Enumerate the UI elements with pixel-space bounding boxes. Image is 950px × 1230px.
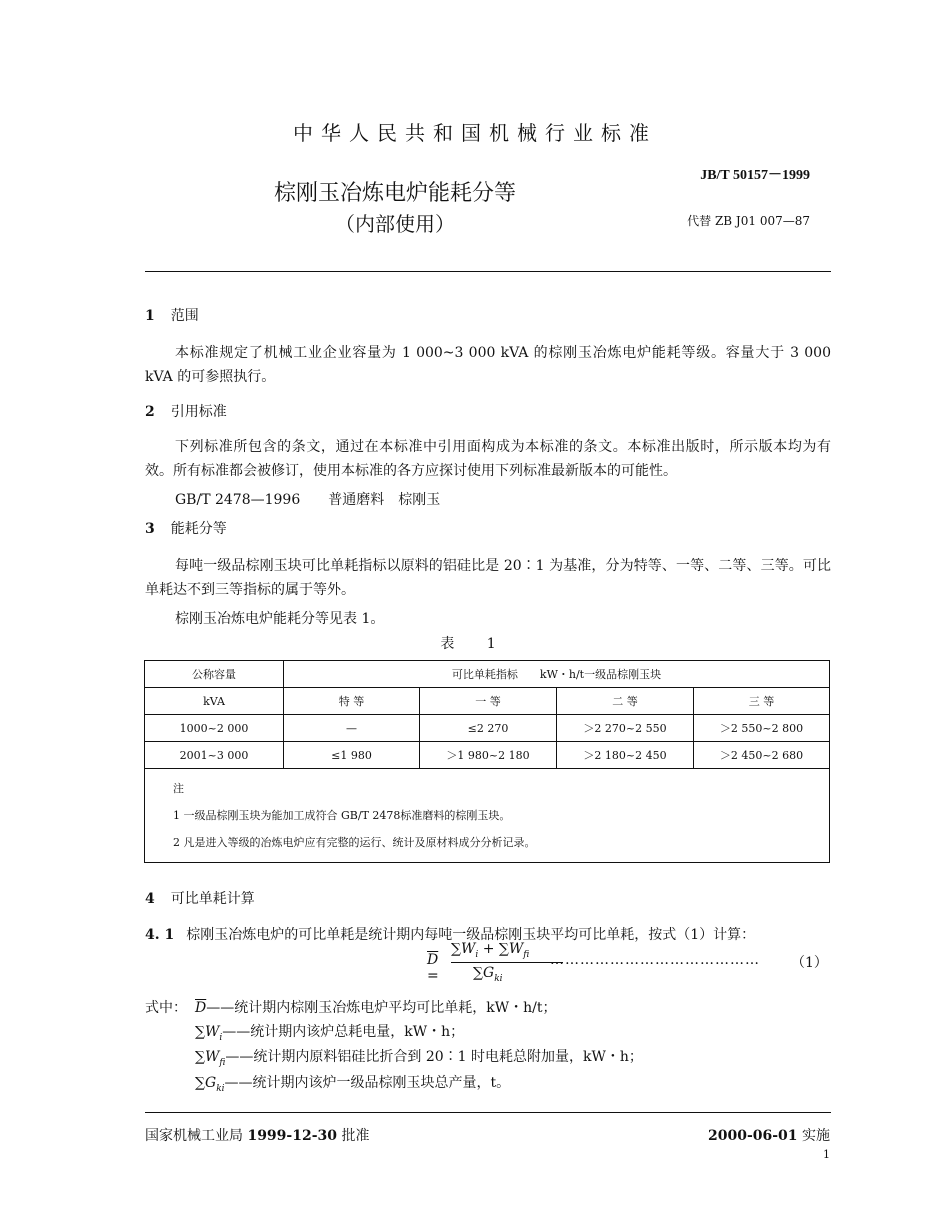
header-rule (145, 271, 831, 272)
section-3-paragraph: 每吨一级品棕刚玉块可比单耗指标以原料的铝硅比是 20∶1 为基准，分为特等、一等、二等、三等。可比单耗达不到三等指标的属于等外。 (145, 558, 831, 598)
note-title: 注 (173, 782, 184, 795)
section-title: 能耗分等 (170, 521, 227, 537)
issuer: 国家机械工业局 (145, 1128, 243, 1144)
approve-date: 1999-12-30 (247, 1128, 338, 1144)
grade-second: 二 等 (557, 688, 694, 715)
table-cell: ＞2 270~2 550 (557, 715, 694, 742)
table-cell: 1000~2 000 (145, 715, 284, 742)
formula-denominator: $\sum G_{ki}$ (473, 965, 503, 984)
section-1-paragraph: 本标准规定了机械工业企业容量为 1 000~3 000 kVA 的棕刚玉冶炼电炉能耗等级。容量大于 3 000 kVA 的可参照执行。 (145, 345, 831, 385)
section-number: 3 (145, 521, 155, 537)
definition-text: ——统计期内棕刚玉冶炼电炉平均可比单耗，kW・h/t； (206, 1000, 557, 1016)
approve-label: 批准 (341, 1128, 370, 1144)
table-notes (145, 769, 830, 863)
subsection-text: 棕刚玉冶炼电炉的可比单耗是统计期内每吨一级品棕刚玉块平均可比单耗，按式（1）计算： (186, 927, 756, 943)
table-cell: ＞1 980~2 180 (420, 742, 557, 769)
section-number: 2 (145, 404, 155, 420)
approval-line (145, 1125, 369, 1145)
page-number: 1 (823, 1148, 830, 1161)
section-title: 引用标准 (170, 404, 227, 420)
table-cell: ≤2 270 (420, 715, 557, 742)
table-cell: 2001~3 000 (145, 742, 284, 769)
table-cell: ＞2 180~2 450 (557, 742, 694, 769)
table-cell: — (284, 715, 420, 742)
section-1-heading (145, 305, 199, 325)
definition-wfi: $\sum W_{fi}——$统计期内原料铝硅比折合到 20∶1 时电耗总附加量，kW・h； (195, 1049, 643, 1068)
note-item: 1 一级品棕刚玉块为能加工成符合 GB/T 2478标准磨料的棕刚玉块。 (173, 809, 511, 822)
doc-subtitle: （内部使用） (335, 212, 455, 236)
grade-first: 一 等 (420, 688, 557, 715)
subsection-number: 4. 1 (145, 927, 175, 943)
grade-special: 特 等 (284, 688, 420, 715)
grade-third: 三 等 (694, 688, 830, 715)
footer-rule (145, 1112, 831, 1113)
table-cell: ＞2 550~2 800 (694, 715, 830, 742)
standard-number: JB/T 50157－1999 (700, 168, 810, 183)
table-caption: 表 1 (440, 636, 510, 652)
header-index: 可比单耗指标 kW・h/t一级品棕刚玉块 (284, 661, 830, 688)
implementation-line (708, 1125, 830, 1145)
formula-leader-dots: …………………………………… (550, 952, 760, 968)
header-capacity: 公称容量 (145, 661, 284, 688)
equation-number: （1） (791, 955, 828, 971)
table-cell: ≤1 980 (284, 742, 420, 769)
energy-grade-table (144, 660, 830, 863)
definition-gki: $\sum G_{ki}——$统计期内该炉一级品棕刚玉块总产量，t。 (195, 1075, 511, 1094)
section-number: 1 (145, 308, 155, 324)
reference-standard: GB/T 2478—1996 普通磨料 棕刚玉 (175, 492, 441, 508)
section-3-table-ref: 棕刚玉冶炼电炉能耗分等见表 1。 (175, 611, 385, 627)
org-title: 中华人民共和国机械行业标准 (293, 121, 657, 145)
formula-numerator: $\sum W_i + \sum W_{fi}$ (451, 941, 530, 960)
section-number: 4 (145, 891, 155, 907)
implementation-date: 2000-06-01 (707, 1128, 798, 1144)
section-title: 可比单耗计算 (170, 891, 255, 907)
definition-text: ——统计期内该炉一级品棕刚玉块总产量，t。 (224, 1075, 511, 1091)
section-2-paragraph: 下列标准所包含的条文，通过在本标准中引用面构成为本标准的条文。本标准出版时，所示版本均为有效。所有标准都会被修订，使用本标准的各方应探讨使用下列标准最新版本的可能性。 (145, 439, 831, 479)
definition-d: $\overline{D}——$统计期内棕刚玉冶炼电炉平均可比单耗，kW・h/t； (195, 1000, 557, 1016)
fraction-bar (451, 962, 563, 963)
definition-wi: $\sum W_i——$统计期内该炉总耗电量，kW・h； (195, 1024, 465, 1043)
implementation-label: 实施 (802, 1128, 830, 1144)
doc-title: 棕刚玉冶炼电炉能耗分等 (273, 181, 516, 206)
formula-lhs: $\overline{D}$ = (427, 952, 439, 984)
note-item: 2 凡是进入等级的冶炼电炉应有完整的运行、统计及原材料成分分析记录。 (173, 836, 536, 849)
section-title: 范围 (170, 308, 199, 324)
definition-label: 式中： (145, 1000, 187, 1016)
table-cell: ＞2 450~2 680 (694, 742, 830, 769)
definition-text: ——统计期内该炉总耗电量，kW・h； (222, 1024, 465, 1040)
table-row (145, 715, 830, 742)
definition-text: ——统计期内原料铝硅比折合到 20∶1 时电耗总附加量，kW・h； (225, 1049, 643, 1065)
replaces-standard: 代替 ZB J01 007—87 (687, 214, 810, 228)
header-unit: kVA (145, 688, 284, 715)
table-row (145, 742, 830, 769)
section-3-heading (145, 518, 227, 538)
section-4-heading (145, 888, 255, 908)
section-2-heading (145, 401, 227, 421)
